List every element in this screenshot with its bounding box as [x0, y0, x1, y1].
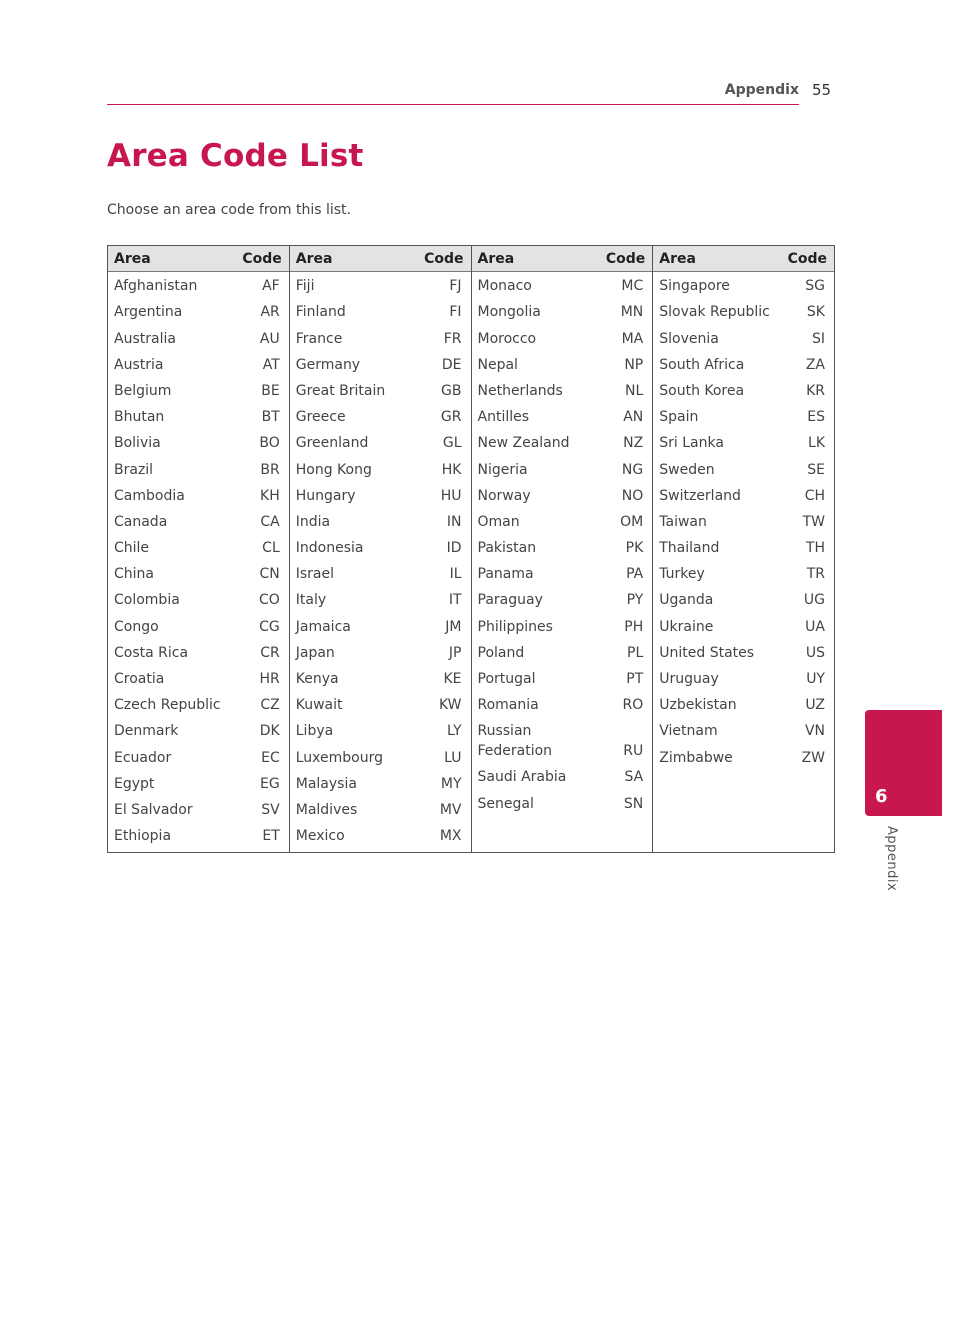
column-header	[653, 246, 834, 272]
table-row	[472, 378, 653, 404]
area-name: Great Britain	[295, 382, 386, 399]
table-row	[653, 378, 834, 404]
table-row	[653, 430, 834, 456]
chapter-label: Appendix	[884, 826, 899, 892]
area-name: Ukraine	[659, 618, 714, 635]
table-row	[108, 823, 289, 849]
area-code: LY	[447, 723, 462, 740]
area-name: Oman	[477, 513, 520, 530]
area-name: Singapore	[659, 278, 730, 295]
table-row	[472, 352, 653, 378]
table-row	[108, 666, 289, 692]
table-row	[653, 744, 834, 770]
area-code: GB	[441, 382, 462, 399]
table-row	[108, 352, 289, 378]
table-row	[108, 744, 289, 770]
area-name: Maldives	[295, 801, 358, 818]
table-column	[108, 246, 289, 852]
area-name: Vietnam	[659, 723, 718, 740]
table-row	[472, 640, 653, 666]
area-name: France	[295, 330, 343, 347]
area-name: Kenya	[295, 671, 339, 687]
table-row	[290, 273, 471, 299]
table-row	[653, 352, 834, 378]
area-code: AU	[259, 330, 280, 347]
area-name: Spain	[659, 409, 699, 426]
area-name: Egypt	[114, 775, 155, 792]
area-name: Israel	[295, 566, 335, 583]
table-row	[472, 325, 653, 351]
area-code: TR	[806, 566, 825, 583]
area-code: ET	[262, 828, 280, 845]
area-code: DK	[259, 723, 280, 740]
area-code: IT	[448, 592, 462, 609]
table-row	[653, 613, 834, 639]
table-row	[653, 273, 834, 299]
area-name: Mexico	[295, 828, 345, 845]
code-header: Code	[605, 250, 646, 267]
area-name: Luxembourg	[295, 749, 384, 766]
area-name: Uganda	[659, 592, 714, 609]
table-row	[108, 325, 289, 351]
table-column	[471, 246, 653, 852]
table-row	[108, 718, 289, 744]
area-code: DE	[441, 356, 462, 373]
area-code: CL	[262, 540, 280, 557]
header-rule	[107, 104, 799, 105]
area-code: LK	[808, 435, 825, 452]
area-code: HK	[441, 461, 462, 478]
area-code: RO	[622, 697, 644, 714]
header-page-number: 55	[812, 81, 832, 99]
area-code: IN	[446, 513, 462, 530]
area-code: NL	[624, 382, 644, 399]
area-code: AT	[262, 356, 280, 373]
area-code: ID	[446, 540, 462, 557]
area-name: Libya	[295, 723, 334, 740]
area-code: NP	[624, 356, 644, 373]
area-code: UZ	[805, 697, 825, 714]
table-row	[108, 692, 289, 718]
area-code: PT	[626, 671, 644, 687]
area-name: Fiji	[295, 278, 315, 295]
area-code: MX	[439, 828, 462, 845]
area-code: PK	[625, 540, 644, 557]
table-column	[652, 246, 834, 852]
area-name: Denmark	[114, 723, 179, 740]
area-code: MV	[439, 801, 462, 818]
area-code: ZA	[805, 356, 825, 373]
table-row	[472, 587, 653, 613]
area-name: Slovak Republic	[659, 304, 770, 321]
table-column	[289, 246, 471, 852]
area-header: Area	[295, 250, 333, 267]
area-header: Area	[114, 250, 151, 267]
area-code-table	[107, 245, 835, 853]
area-code: CA	[260, 513, 280, 530]
table-row	[290, 535, 471, 561]
table-row	[290, 797, 471, 823]
area-name: El Salvador	[114, 801, 193, 818]
area-code: GL	[442, 435, 462, 452]
area-name: Uzbekistan	[659, 697, 737, 714]
area-code: OM	[620, 513, 644, 530]
area-header: Area	[477, 250, 515, 267]
area-name: Greece	[295, 409, 346, 426]
area-name: Colombia	[114, 592, 180, 609]
area-code: NO	[621, 487, 644, 504]
area-code: SI	[811, 330, 825, 347]
table-row	[290, 744, 471, 770]
table-row	[290, 299, 471, 325]
area-name: Turkey	[659, 566, 705, 583]
table-row	[290, 587, 471, 613]
table-row	[108, 797, 289, 823]
page-title: Area Code List	[107, 138, 364, 174]
table-row	[472, 666, 653, 692]
area-name: Taiwan	[659, 513, 707, 530]
area-code: AF	[262, 278, 280, 295]
area-name: Jamaica	[295, 618, 351, 635]
area-code: AR	[260, 304, 280, 321]
area-code: VN	[804, 723, 825, 740]
area-name: Bolivia	[114, 435, 161, 452]
table-row	[472, 273, 653, 299]
area-code: MA	[621, 330, 644, 347]
area-code: FI	[449, 304, 462, 321]
area-name: Austria	[114, 356, 164, 373]
area-name: India	[295, 513, 331, 530]
area-header: Area	[659, 250, 696, 267]
table-row	[472, 561, 653, 587]
table-row	[653, 692, 834, 718]
area-name: Uruguay	[659, 671, 719, 687]
table-row	[108, 561, 289, 587]
table-row	[653, 561, 834, 587]
area-code: PY	[626, 592, 644, 609]
area-code: LU	[444, 749, 462, 766]
area-code: SN	[623, 795, 644, 812]
area-code: MC	[621, 278, 644, 295]
table-row	[108, 273, 289, 299]
area-name: Philippines	[477, 618, 553, 635]
area-code: MN	[620, 304, 644, 321]
table-row	[108, 483, 289, 509]
column-header	[108, 246, 289, 272]
area-code: CG	[259, 618, 280, 635]
table-row	[653, 587, 834, 613]
area-code: FR	[443, 330, 462, 347]
table-row	[653, 299, 834, 325]
area-name: Thailand	[659, 540, 720, 557]
area-name: Zimbabwe	[659, 749, 733, 766]
table-row	[290, 483, 471, 509]
table-row	[472, 764, 653, 790]
area-name: Japan	[295, 644, 335, 661]
area-code: ZW	[801, 749, 825, 766]
table-row	[290, 352, 471, 378]
table-row	[108, 430, 289, 456]
area-name: Croatia	[114, 671, 165, 687]
area-name: Poland	[477, 644, 525, 661]
table-row	[653, 509, 834, 535]
area-name: Monaco	[477, 278, 532, 295]
area-name: Belgium	[114, 382, 172, 399]
area-code: UA	[805, 618, 825, 635]
area-name: South Africa	[659, 356, 745, 373]
code-header: Code	[424, 250, 464, 267]
table-row	[653, 483, 834, 509]
area-code: US	[805, 644, 825, 661]
table-row	[472, 535, 653, 561]
area-code: RU	[623, 743, 644, 760]
table-row	[472, 692, 653, 718]
table-row	[472, 790, 653, 816]
table-row	[653, 404, 834, 430]
table-row	[472, 404, 653, 430]
area-code: SE	[807, 461, 825, 478]
table-row	[108, 378, 289, 404]
area-name: Brazil	[114, 461, 154, 478]
table-row	[290, 404, 471, 430]
table-row	[290, 640, 471, 666]
area-name: Germany	[295, 356, 361, 373]
area-name: Saudi Arabia	[477, 769, 567, 786]
header-section-label: Appendix	[724, 82, 799, 98]
area-code: NG	[621, 461, 644, 478]
area-code: GR	[440, 409, 462, 426]
area-name: Russian Federation	[477, 723, 553, 760]
table-row	[108, 509, 289, 535]
area-code: AN	[623, 409, 644, 426]
area-code: SG	[805, 278, 825, 295]
area-name: Netherlands	[477, 382, 563, 399]
table-row	[472, 483, 653, 509]
table-row	[108, 613, 289, 639]
area-code: EG	[260, 775, 280, 792]
table-row	[290, 771, 471, 797]
area-name: Finland	[295, 304, 346, 321]
area-name: Czech Republic	[114, 697, 221, 714]
area-code: CN	[259, 566, 280, 583]
table-row	[653, 456, 834, 482]
table-row	[108, 456, 289, 482]
area-code: BT	[261, 409, 280, 426]
table-row	[290, 823, 471, 849]
table-row	[108, 404, 289, 430]
area-code: HU	[440, 487, 462, 504]
area-code: BO	[259, 435, 280, 452]
table-row	[290, 430, 471, 456]
area-name: Romania	[477, 697, 539, 714]
area-code: UY	[806, 671, 825, 687]
table-row	[472, 613, 653, 639]
area-code: KW	[438, 697, 462, 714]
area-name: Mongolia	[477, 304, 541, 321]
area-code: EC	[261, 749, 280, 766]
area-code: JM	[445, 618, 462, 635]
area-name: Kuwait	[295, 697, 343, 714]
table-row	[108, 299, 289, 325]
area-name: Pakistan	[477, 540, 537, 557]
area-name: Afghanistan	[114, 278, 198, 295]
code-header: Code	[787, 250, 827, 267]
area-name: Greenland	[295, 435, 369, 452]
area-name: New Zealand	[477, 435, 570, 452]
area-code: FJ	[449, 278, 462, 295]
table-row	[108, 771, 289, 797]
area-name: Switzerland	[659, 487, 741, 504]
area-code: TH	[805, 540, 825, 557]
area-name: Nigeria	[477, 461, 528, 478]
area-name: Australia	[114, 330, 176, 347]
area-name: Indonesia	[295, 540, 364, 557]
area-name: Panama	[477, 566, 534, 583]
area-name: Ecuador	[114, 749, 172, 766]
area-name: Cambodia	[114, 487, 185, 504]
code-header: Code	[242, 250, 282, 267]
area-code: CO	[258, 592, 280, 609]
area-name: Ethiopia	[114, 828, 172, 845]
area-name: Norway	[477, 487, 531, 504]
table-row	[290, 666, 471, 692]
table-row	[290, 509, 471, 535]
area-code: TW	[802, 513, 825, 530]
area-name: Nepal	[477, 356, 518, 373]
table-row	[653, 325, 834, 351]
table-row	[653, 640, 834, 666]
table-row	[653, 535, 834, 561]
area-code: KR	[806, 382, 825, 399]
column-header	[290, 246, 471, 272]
intro-text: Choose an area code from this list.	[107, 202, 351, 218]
area-code: ES	[807, 409, 825, 426]
table-row	[290, 613, 471, 639]
table-row	[290, 456, 471, 482]
area-code: UG	[803, 592, 825, 609]
table-row	[290, 718, 471, 744]
area-name: Canada	[114, 513, 168, 530]
table-row	[472, 509, 653, 535]
area-code: PA	[626, 566, 644, 583]
area-name: Slovenia	[659, 330, 719, 347]
area-name: Paraguay	[477, 592, 543, 609]
table-row	[472, 456, 653, 482]
table-row	[653, 666, 834, 692]
table-row	[108, 587, 289, 613]
area-code: CH	[804, 487, 825, 504]
area-name: Bhutan	[114, 409, 165, 426]
area-name: Hungary	[295, 487, 356, 504]
area-code: SV	[261, 801, 280, 818]
table-row	[653, 718, 834, 744]
table-row	[290, 692, 471, 718]
table-row	[108, 535, 289, 561]
area-name: South Korea	[659, 382, 745, 399]
area-code: PL	[627, 644, 644, 661]
area-name: Argentina	[114, 304, 183, 321]
table-row	[472, 299, 653, 325]
column-header	[472, 246, 653, 272]
area-code: PH	[624, 618, 644, 635]
area-name: Morocco	[477, 330, 537, 347]
table-row	[290, 378, 471, 404]
area-name: United States	[659, 644, 755, 661]
area-code: CR	[260, 644, 280, 661]
area-code: KE	[443, 671, 462, 687]
area-name: Antilles	[477, 409, 530, 426]
area-code: BR	[260, 461, 280, 478]
area-name: Senegal	[477, 795, 534, 812]
area-code: CZ	[260, 697, 280, 714]
table-row	[472, 430, 653, 456]
table-row	[108, 640, 289, 666]
chapter-number: 6	[875, 786, 888, 807]
area-code: NZ	[623, 435, 644, 452]
area-code: SK	[806, 304, 825, 321]
area-name: Italy	[295, 592, 327, 609]
area-name: Chile	[114, 540, 150, 557]
area-code: MY	[440, 775, 462, 792]
table-row	[472, 718, 653, 764]
area-name: Malaysia	[295, 775, 357, 792]
area-name: Sweden	[659, 461, 715, 478]
area-name: Hong Kong	[295, 461, 372, 478]
area-name: Portugal	[477, 671, 536, 687]
area-code: BE	[261, 382, 280, 399]
area-code: HR	[259, 671, 280, 687]
area-name: Costa Rica	[114, 644, 189, 661]
area-code: IL	[449, 566, 462, 583]
area-name: China	[114, 566, 154, 583]
area-code: KH	[260, 487, 280, 504]
table-row	[290, 325, 471, 351]
area-code: JP	[448, 644, 462, 661]
area-name: Sri Lanka	[659, 435, 724, 452]
area-name: Congo	[114, 618, 159, 635]
table-row	[290, 561, 471, 587]
area-code: SA	[624, 769, 644, 786]
